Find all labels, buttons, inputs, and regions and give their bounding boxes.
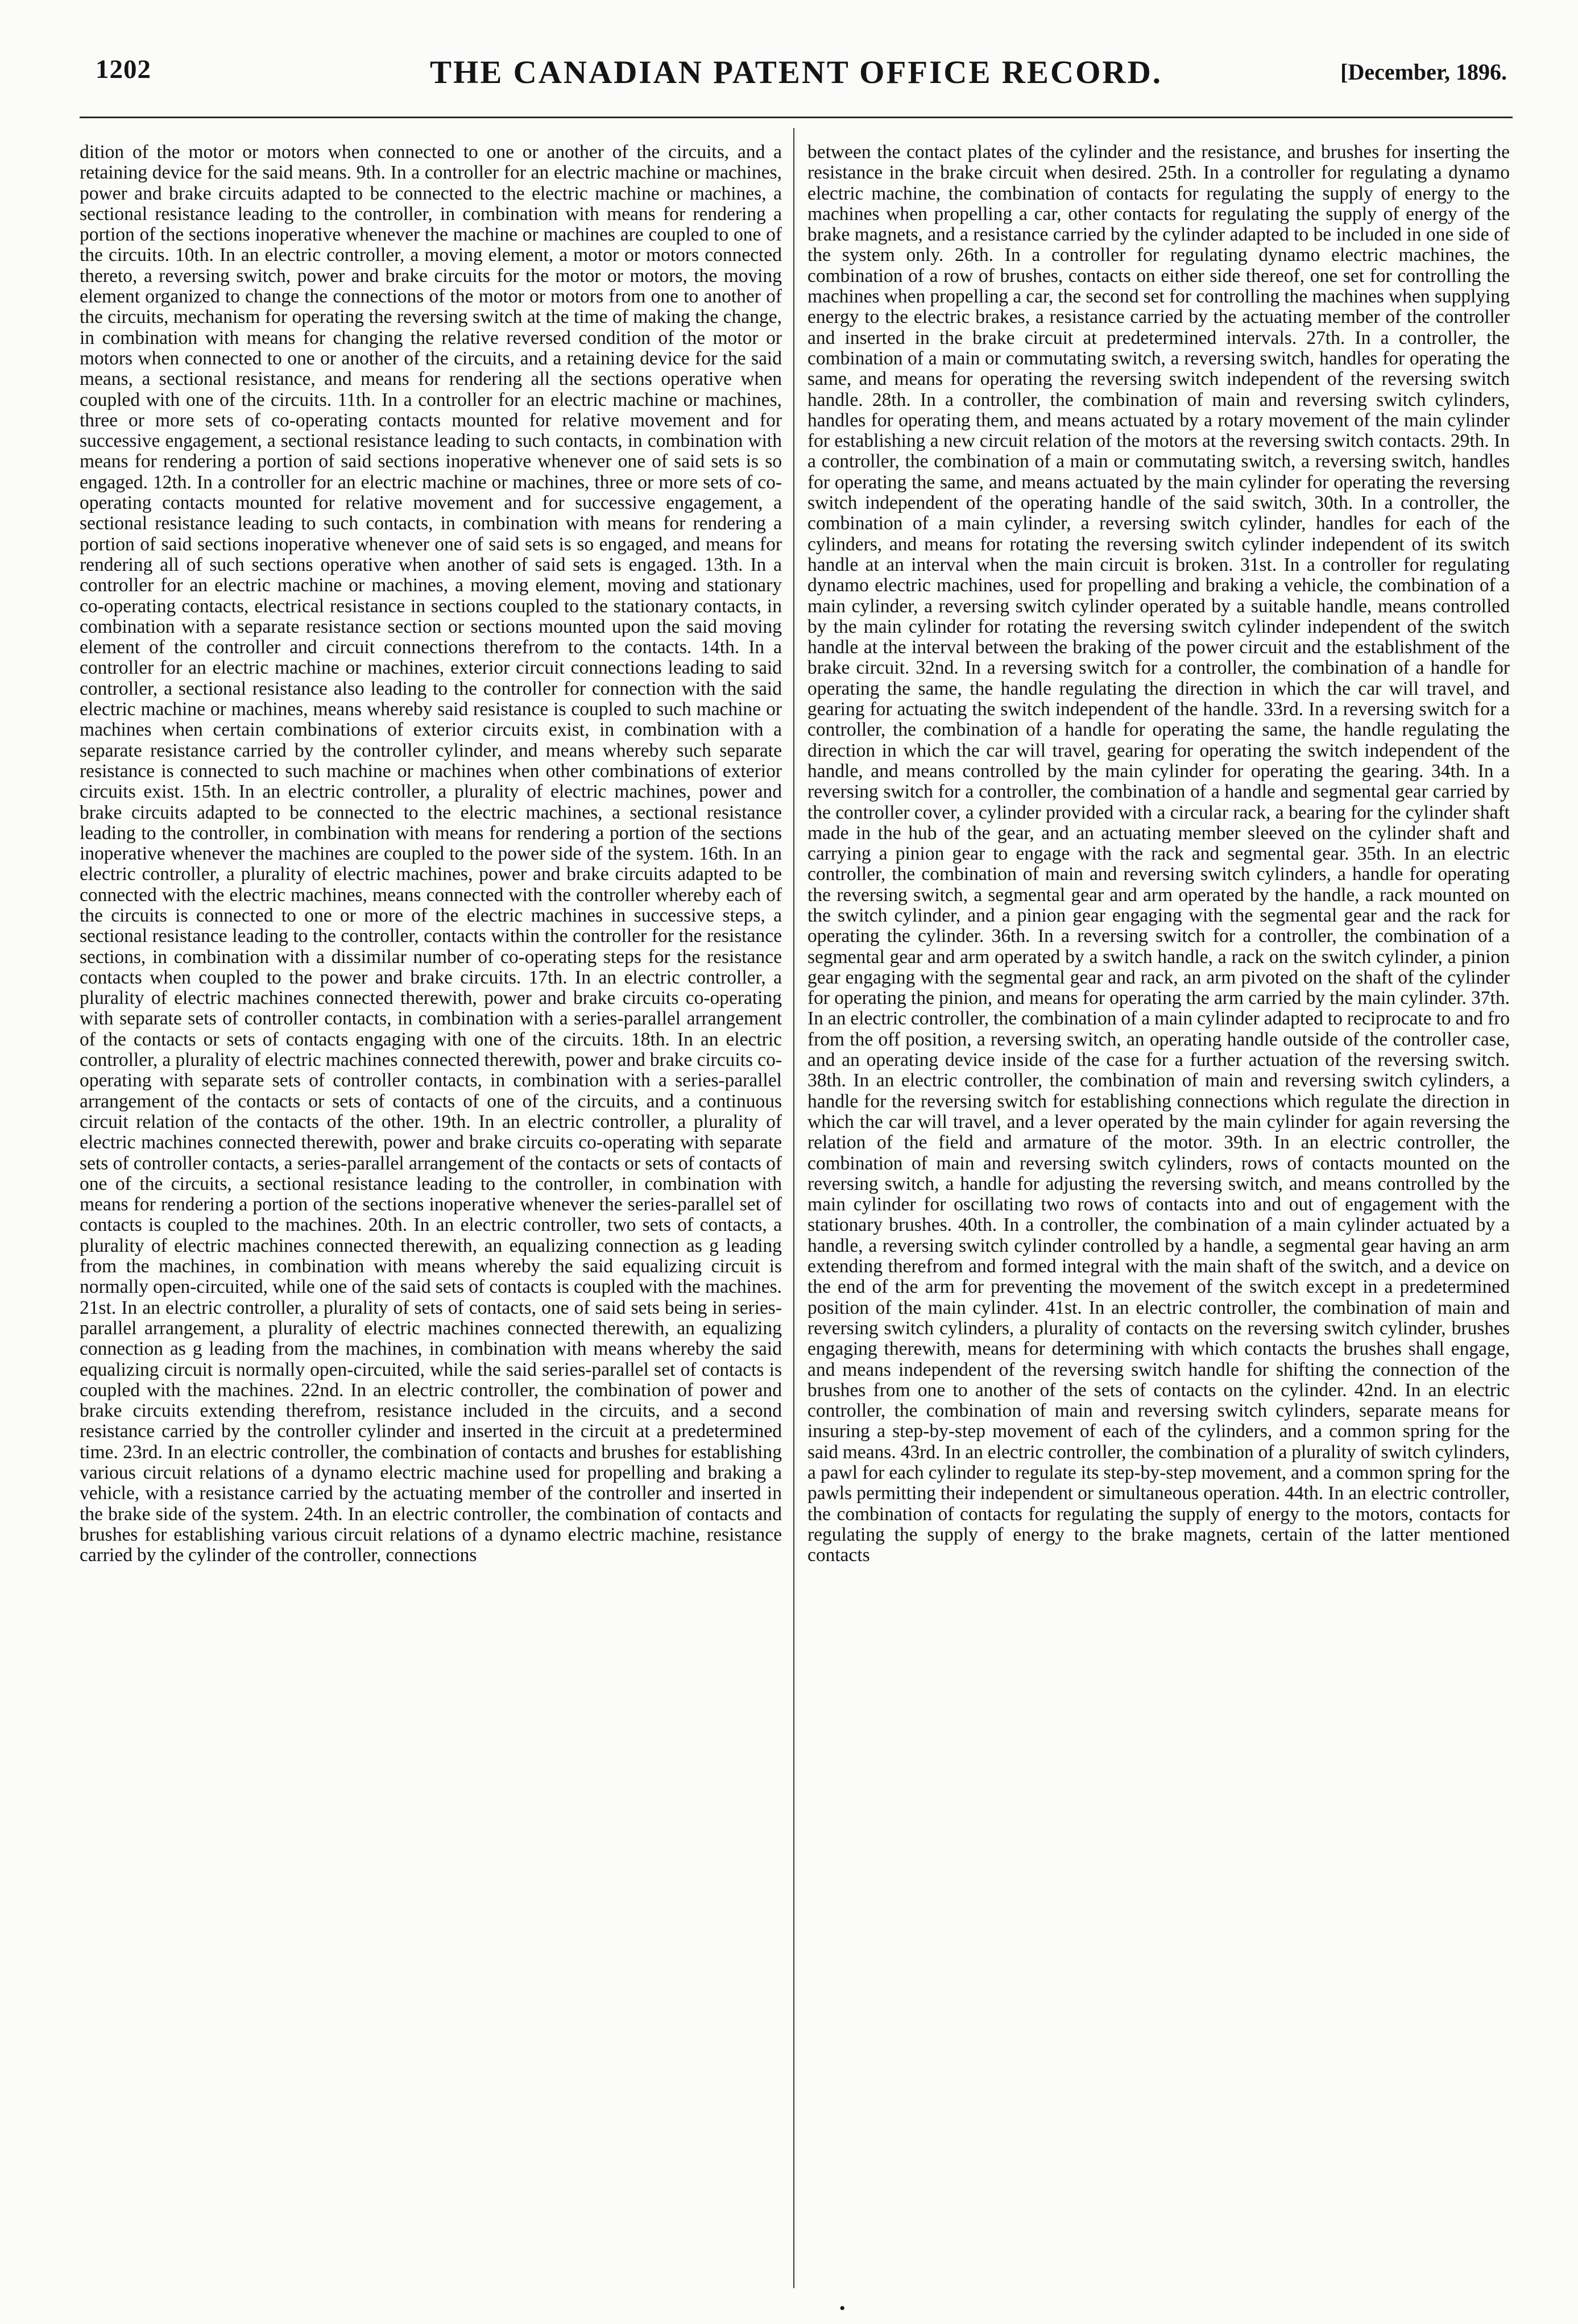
page-number: 1202 — [96, 55, 151, 84]
column-divider — [793, 128, 794, 2288]
footer-mark: • — [839, 2299, 846, 2318]
issue-date: [December, 1896. — [1340, 59, 1507, 85]
header-rule — [80, 117, 1513, 118]
right-column-text: between the contact plates of the cylinder and the resistance, and brushes for inserting the resistance in the brake circuit when desired. 25th. In a controller for regulating a dynamo electric machine, the combination of contacts for regulating the supply of energy to the machines when propelling a car, other contacts for regulating the supply of energy of the brake magnets, and a resistance carried by the cylinder adapted to be included in one side of the system only. 26th. In a controller for regulating dynamo electric machines, the combination of a row of brushes, contacts on either side thereof, one set for controlling the machines when propelling a car, the second set for controlling the machines when supplying energy to the electric brakes, a resistance carried by the actuating member of the controller and inserted in the brake circuit at predetermined intervals. 27th. In a controller, the combination of a main or commutating switch, a reversing switch, handles for operating the same, and means for operating the reversing switch independent of the reversing switch handle. 28th. In a controller, the combination of main and reversing switch cylinders, handles for operating them, and means actuated by a rotary movement of the main cylinder for establishing a new circuit relation of the motors at the reversing switch contacts. 29th. In a controller, the combination of a main or commutating switch, a reversing switch, handles for operating the same, and means actuated by the main cylinder for operating the reversing switch independent of the operating handle of the said switch, 30th. In a controller, the combination of a main cylinder, a reversing switch cylinder, handles for each of the cylinders, and means for rotating the reversing switch cylinder independent of its switch handle at an interval when the main circuit is broken. 31st. In a controller for regulating dynamo electric machines, used for propelling and braking a vehicle, the combination of a main cylinder, a reversing switch cylinder operated by a suitable handle, means controlled by the main cylinder for rotating the reversing switch cylinder independent of the switch handle at the interval between the braking of the power circuit and the establishment of the brake circuit. 32nd. In a reversing switch for a controller, the combination of a handle for operating the same, the handle regulating the direction in which the car will travel, and gearing for actuating the switch independent of the handle. 33rd. In a reversing switch for a controller, the combination of a handle for operating the same, the handle regulating the direction in which the car will travel, gearing for operating the switch independent of the handle, and means controlled by the main cylinder for operating the gearing. 34th. In a reversing switch for a controller, the combination of a handle and segmental gear carried by the controller cover, a cylinder provided with a circular rack, a bearing for the cylinder shaft made in the hub of the gear, and an actuating member sleeved on the cylinder shaft and carrying a pinion gear to engage with the rack and segmental gear. 35th. In an electric controller, the combination of main and reversing switch cylinders, a handle for operating the reversing switch, a segmental gear and arm operated by the handle, a rack mounted on the switch cylinder, and a pinion gear engaging with the segmental gear and the rack for operating the cylinder. 36th. In a reversing switch for a controller, the combination of a segmental gear and arm operated by a switch handle, a rack on the switch cylinder, a pinion gear engaging with the segmental gear and rack, an arm pivoted on the shaft of the cylinder for operating the pinion, and means for operating the arm carried by the main cylinder. 37th. In an electric controller, the combination of a main cylinder adapted to reciprocate to and fro from the off position, a reversing switch, an operating handle outside of the controller case, and an operating device inside of the case for a further actuation of the reversing switch. 38th. In an electric controller, the combination of main and reversing switch cylinders, a handle for the reversing switch for establishing connections which regulate the direction in which the car will travel, and a lever operated by the main cylinder for again reversing the relation of the field and armature of the motor. 39th. In an electric controller, the combination of main and reversing switch cylinders, rows of contacts mounted on the reversing switch, a handle for adjusting the reversing switch, and means controlled by the main cylinder for oscillating two rows of contacts into and out of engagement with the stationary brushes. 40th. In a controller, the combination of a main cylinder actuated by a handle, a reversing switch cylinder controlled by a handle, a segmental gear having an arm extending therefrom and formed integral with the main shaft of the switch, and a device on the end of the arm for preventing the movement of the switch except in a predetermined position of the main cylinder. 41st. In an electric controller, the combination of main and reversing switch cylinders, a plurality of contacts on the reversing switch cylinder, brushes engaging therewith, means for determining with which contacts the brushes shall engage, and means independent of the reversing switch handle for shifting the connection of the brushes from one to another of the sets of contacts on the cylinder. 42nd. In an electric controller, the combination of main and reversing switch cylinders, separate means for insuring a step-by-step movement of each of the cylinders, and a common spring for the said means. 43rd. In an electric controller, the combination of a plurality of switch cylinders, a pawl for each cylinder to regulate its step-by-step movement, and a common spring for the pawls permitting their independent or simultaneous operation. 44th. In an electric controller, the combination of contacts for regulating the supply of energy to the motors, contacts for regulating the supply of energy to the brake magnets, certain of the latter mentioned contacts — [807, 142, 1510, 1566]
journal-title: THE CANADIAN PATENT OFFICE RECORD. — [429, 55, 1162, 90]
page-header — [80, 54, 1513, 111]
left-column-text: dition of the motor or motors when connected to one or another of the circuits, and a retaining device for the said means. 9th. In a controller for an electric machine or machines, power and brake circuits adapted to be connected to the electric machine or machines, a sectional resistance leading to the controller, in combination with means for rendering a portion of the sections inoperative whenever the machine or machines are coupled to one of the circuits. 10th. In an electric controller, a moving element, a motor or motors connected thereto, a reversing switch, power and brake circuits for the motor or motors, the moving element organized to change the connections of the motor or motors from one to another of the circuits, mechanism for operating the reversing switch at the time of making the change, in combination with means for changing the relative reversed condition of the motor or motors when connected to one or another of the circuits, and a retaining device for the said means, a sectional resistance, and means for rendering all the sections operative when coupled with one of the circuits. 11th. In a controller for an electric machine or machines, three or more sets of co-operating contacts mounted for relative movement and for successive engagement, a sectional resistance leading to such contacts, in combination with means for rendering a portion of said sections inoperative whenever one of said sets is so engaged. 12th. In a controller for an electric machine or machines, three or more sets of co-operating contacts mounted for relative movement and for successive engagement, a sectional resistance leading to such contacts, in combination with means for rendering a portion of said sections inoperative whenever one of said sets is so engaged, and means for rendering all of such sections operative when another of said sets is engaged. 13th. In a controller for an electric machine or machines, a moving element, moving and stationary co-operating contacts, electrical resistance in sections coupled to the stationary contacts, in combination with a separate resistance section or sections mounted upon the said moving element of the controller and circuit connections therefrom to the contacts. 14th. In a controller for an electric machine or machines, exterior circuit connections leading to said controller, a sectional resistance also leading to the controller for connection with the said electric machine or machines, means whereby said resistance is coupled to such machine or machines when certain combinations of exterior circuits exist, in combination with a separate resistance carried by the controller cylinder, and means whereby such separate resistance is connected to such machine or machines when other combinations of exterior circuits exist. 15th. In an electric controller, a plurality of electric machines, power and brake circuits adapted to be connected to the electric machines, a sectional resistance leading to the controller, in combination with means for rendering a portion of the sections inoperative whenever the machines are coupled to the power side of the system. 16th. In an electric controller, a plurality of electric machines, power and brake circuits adapted to be connected with the electric machines, means connected with the controller whereby each of the circuits is connected to one or more of the electric machines in successive steps, a sectional resistance leading to the controller, contacts within the controller for the resistance sections, in combination with a dissimilar number of co-operating steps for the resistance contacts when coupled to the power and brake circuits. 17th. In an electric controller, a plurality of electric machines connected therewith, power and brake circuits co-operating with separate sets of controller contacts, in combination with a series-parallel arrangement of the contacts or sets of contacts engaging with one of the circuits. 18th. In an electric controller, a plurality of electric machines connected therewith, power and brake circuits co-operating with separate sets of controller contacts, in combination with a series-parallel arrangement of the contacts or sets of contacts of one of the circuits, and a continuous circuit relation of the contacts of the other. 19th. In an electric controller, a plurality of electric machines connected therewith, power and brake circuits co-operating with separate sets of controller contacts, a series-parallel arrangement of the contacts or sets of contacts of one of the circuits, a sectional resistance leading to the controller, in combination with means for rendering a portion of the sections inoperative whenever the series-parallel set of contacts is coupled to the machines. 20th. In an electric controller, two sets of contacts, a plurality of electric machines connected therewith, an equalizing connection as g leading from the machines, in combination with means whereby the said equalizing circuit is normally open-circuited, while one of the said sets of contacts is coupled with the machines. 21st. In an electric controller, a plurality of sets of contacts, one of said sets being in series-parallel arrangement, a plurality of electric machines connected therewith, an equalizing connection as g leading from the machines, in combination with means whereby the said equalizing circuit is normally open-circuited, while the said series-parallel set of contacts is coupled with the machines. 22nd. In an electric controller, the combination of power and brake circuits extending therefrom, resistance included in the circuits, and a second resistance carried by the controller cylinder and inserted in the circuit at a predetermined time. 23rd. In an electric controller, the combination of contacts and brushes for establishing various circuit relations of a dynamo electric machine used for propelling and braking a vehicle, with a resistance carried by the actuating member of the controller and inserted in the brake side of the system. 24th. In an electric controller, the combination of contacts and brushes for establishing various circuit relations of a dynamo electric machine, resistance carried by the cylinder of the controller, connections — [80, 142, 782, 1566]
